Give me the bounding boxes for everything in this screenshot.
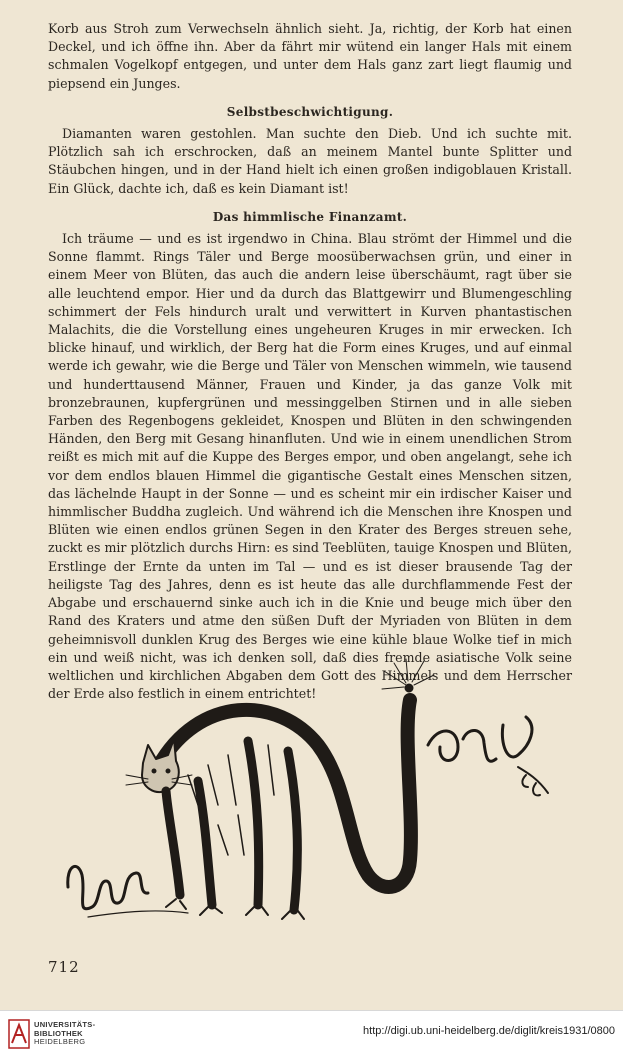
library-name-line1: UNIVERSITÄTS- [34,1020,96,1029]
library-name-line2: BIBLIOTHEK [34,1028,83,1038]
cat-legs [166,741,297,910]
illustration-svg [48,655,572,955]
cat-head-icon [142,739,179,792]
cat-drawing-icon [48,655,572,955]
text-column [48,20,572,703]
library-name [34,1021,95,1047]
source-url-link[interactable]: http://digi.ub.uni-heidelberg.de/diglit/kreis1931/0800 [363,1025,615,1037]
page-number: 712 [48,958,80,976]
section-heading-selbstbeschwichtigung: Selbstbeschwichtigung. [226,104,394,119]
section-paragraph-selbstbeschwichtigung: Diamanten waren gestohlen. Man suchte den Dieb. Und ich suchte mit. Plötzlich sah ich erschrocken, daß an meinem Mantel bunte Splitter und Stäubchen hingen, und in der Hand hielt ich einen großen indigoblauen Kristall. Ein Glück, dachte ich, daß es kein Diamant ist! [48,126,572,196]
leaf-sprig-icon [518,767,548,795]
intro-paragraph: Korb aus Stroh zum Verwechseln ähnlich sieht. Ja, richtig, der Korb hat einen Deckel, und ich öffne ihn. Aber da fährt mir wütend ein langer Hals mit einem schmalen Vogelkopf entgegen, und unter dem Hals ganz zart liegt flaumig und piepsend ein Junges. [48,21,572,91]
library-footer [0,1010,623,1056]
section-heading-finanzamt: Das himmlische Finanzamt. [212,209,408,224]
script-letters-nur [68,866,148,908]
library-name-line3: HEIDELBERG [34,1037,86,1047]
sparkle-icon [382,659,434,692]
university-logo-icon [8,1019,30,1049]
script-letters-ais [428,717,532,761]
section-paragraph-finanzamt: Ich träume — und es ist irgendwo in China. Blau strömt der Himmel und die Sonne flammt. Rings Täler und Berge moosüberwachsen grün, und einer in einem Meer von Blüten, das auch die andern leise überschäumt, ragt über sie alle leuchtend empor. Hier und da durch das Blattgewirr und Blumengeschling schimmert der Fels hindurch uralt und verwittert in Kurven phantastischen Malachits, die die Vorstellung eines ungeheuren Kruges in mir erwecken. Ich blicke hinauf, und wirklich, der Berg hat die Form eines Kruges, und auf einmal werde ich gewahr, wie die Berge und Täler von Menschen wimmeln, wie tausend und hunderttausend Männer, Frauen und Kinder, ja das ganze Volk mit bronzebraunen, kupfergrünen und messinggelben Stirnen und in alle sieben Farben des Regenbogens gekleidet, Knospen und Blüten in den schwingenden Händen, den Berg mit Gesang hinanfluten. Und wie in einem unendlichen Strom reißt es mich mit auf die Kuppe des Berges empor, und oben angelangt, sehe ich vor dem endlos blauen Himmel die gigantische Gestalt eines Menschen sitzen, das lächelnde Haupt in der Sonne — und es scheint mir ein irdischer Kaiser und himmlischer Buddha zugleich. Und während ich die Menschen ihre Knospen und Blüten wie einen endlos grünen Segen in den Krater des Berges streuen sehe, zuckt es mir plötzlich durchs Hirn: es sind Teeblüten, tauige Knospen und Blüten, Erstlinge der Ernte da unten im Tal — und es ist dieser brausende Tag der heiligste Tag des Jahres, denn es ist heute das alle durchflammende Fest der Abgabe und erschauernd sinke auch ich in die Knie und beuge mich über den Rand des Kraters und atme den süßen Duft der Myriaden von Blüten in dem geheimnisvoll dunklen Krug des Berges wie eine kühle blaue Wolke tief in mich ein und weiß nicht, was ich denken soll, daß dies fremde asiatische Volk seine weltlichen und kirchlichen Abgaben dem Gott des Himmels und dem Herrscher der Erde also festlich in einem entrichtet! [48,231,572,702]
